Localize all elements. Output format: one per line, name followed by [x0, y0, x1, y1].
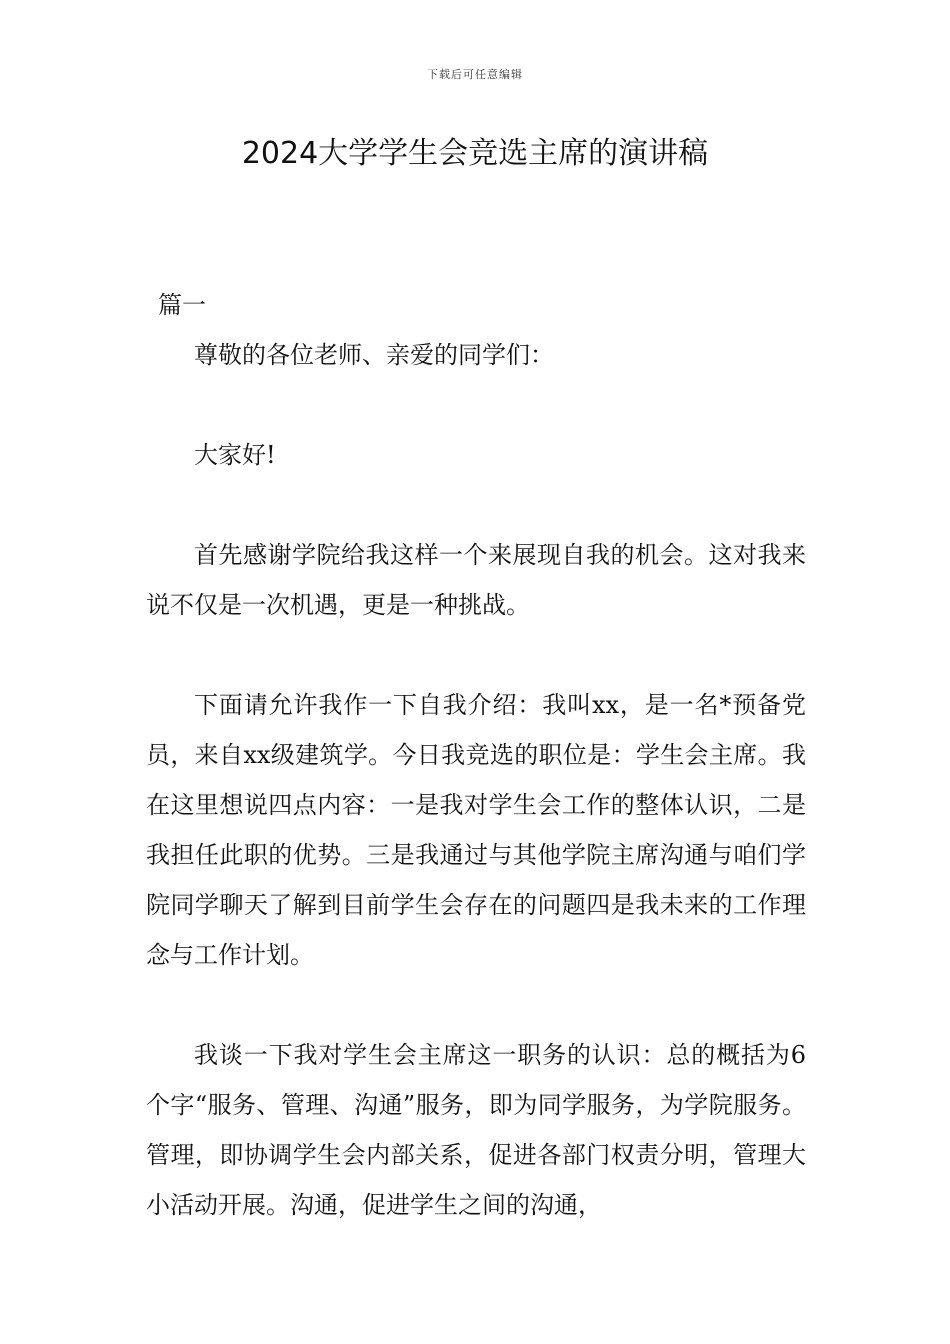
- body-paragraph: 首先感谢学院给我这样一个来展现自我的机会。这对我来说不仅是一次机遇，更是一种挑战。: [146, 541, 806, 619]
- document-body: [146, 280, 806, 1230]
- page-header-note: 下载后可任意编辑: [427, 68, 523, 81]
- paragraph-spacer: [146, 980, 806, 1030]
- paragraph-spacer: [146, 380, 806, 430]
- document-title: 2024大学学生会竞选主席的演讲稿: [241, 136, 709, 171]
- body-paragraph: 下面请允许我作一下自我介绍：我叫xx，是一名*预备党员，来自xx级建筑学。今日我竞选的职位是：学生会主席。我在这里想说四点内容：一是我对学生会工作的整体认识，二是我担任此职的优势。三是我通过与其他学院主席沟通与咱们学院同学聊天了解到目前学生会存在的问题四是我未来的工作理念与工作计划。: [146, 691, 806, 969]
- salutation-paragraph: 尊敬的各位老师、亲爱的同学们：: [194, 341, 554, 369]
- paragraph-spacer: [146, 630, 806, 680]
- section-label: 篇一: [158, 291, 206, 319]
- greeting-paragraph: 大家好!: [194, 441, 276, 469]
- paragraph-spacer: [146, 480, 806, 530]
- body-paragraph: 我谈一下我对学生会主席这一职务的认识：总的概括为6个字“服务、管理、沟通”服务，即为同学服务，为学院服务。管理，即协调学生会内部关系，促进各部门权责分明，管理大小活动开展。沟通，促进学生之间的沟通，: [146, 1041, 806, 1219]
